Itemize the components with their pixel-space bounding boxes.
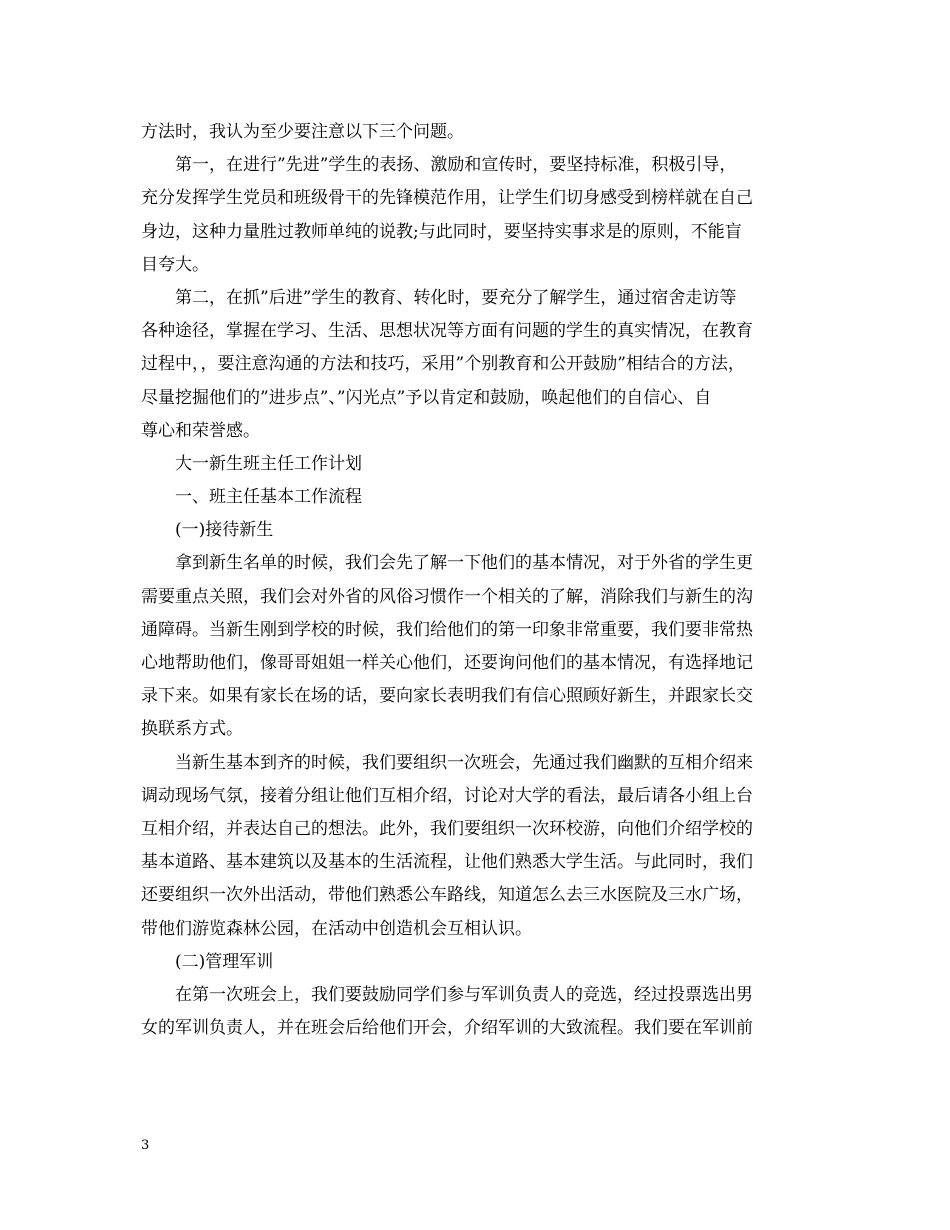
- text-line: (一)接待新生: [175, 520, 274, 541]
- text-line: 带他们游览森林公园，在活动中创造机会互相认识。: [141, 918, 532, 939]
- body-text: [141, 116, 821, 1045]
- text-line: 需要重点关照，我们会对外省的风俗习惯作一个相关的了解，消除我们与新生的沟: [141, 586, 753, 607]
- text-line: 尽量挖掘他们的”进步点”、”闪光点”予以肯定和鼓励，唤起他们的自信心、自: [141, 387, 712, 408]
- text-line: 基本道路、基本建筑以及基本的生活流程，让他们熟悉大学生活。与此同时，我们: [141, 852, 753, 873]
- page-number: 3: [141, 1138, 150, 1153]
- text-line: 各种途径，掌握在学习、生活、思想状况等方面有问题的学生的真实情况，在教育: [141, 321, 753, 342]
- text-line: 身边，这种力量胜过教师单纯的说教;与此同时，要坚持实事求是的原则，不能盲: [141, 221, 742, 242]
- text-line: 心地帮助他们，像哥哥姐姐一样关心他们，还要询问他们的基本情况，有选择地记: [141, 653, 753, 673]
- text-line: (二)管理军训: [175, 951, 274, 972]
- text-line: 在第一次班会上，我们要鼓励同学们参与军训负责人的竞选，经过投票选出男: [175, 984, 753, 1005]
- text-line: 目夸大。: [141, 254, 209, 275]
- text-line: 第一，在进行”先进”学生的表扬、激励和宣传时，要坚持标准，积极引导，: [175, 155, 737, 176]
- text-line: 第二，在抓”后进”学生的教育、转化时，要充分了解学生，通过宿舍走访等: [175, 287, 737, 308]
- text-line: 录下来。如果有家长在场的话，要向家长表明我们有信心照顾好新生，并跟家长交: [141, 686, 753, 707]
- text-line: 互相介绍，并表达自己的想法。此外，我们要组织一次环校游，向他们介绍学校的: [141, 818, 753, 839]
- text-line: 大一新生班主任工作计划: [175, 453, 362, 474]
- text-line: 尊心和荣誉感。: [141, 420, 260, 441]
- text-line: 过程中，，要注意沟通的方法和技巧，采用”个别教育和公开鼓励”相结合的方法，: [141, 354, 745, 375]
- text-line: 还要组织一次外出活动，带他们熟悉公车路线，知道怎么去三水医院及三水广场，: [141, 885, 753, 906]
- text-line: 拿到新生名单的时候，我们会先了解一下他们的基本情况，对于外省的学生更: [175, 553, 753, 574]
- text-line: 女的军训负责人，并在班会后给他们开会，介绍军训的大致流程。我们要在军训前: [141, 1018, 753, 1039]
- text-line: 换联系方式。: [141, 719, 243, 740]
- text-line: 一、班主任基本工作流程: [175, 487, 362, 508]
- text-line: 当新生基本到齐的时候，我们要组织一次班会，先通过我们幽默的互相介绍来: [175, 752, 753, 773]
- text-line: 通障碍。当新生刚到学校的时候，我们给他们的第一印象非常重要，我们要非常热: [141, 619, 753, 640]
- text-line: 方法时，我认为至少要注意以下三个问题。: [141, 122, 464, 142]
- text-line: 充分发挥学生党员和班级骨干的先锋模范作用，让学生们切身感受到榜样就在自己: [141, 188, 753, 209]
- text-line: 调动现场气氛，接着分组让他们互相介绍，讨论对大学的看法，最后请各小组上台: [141, 785, 753, 806]
